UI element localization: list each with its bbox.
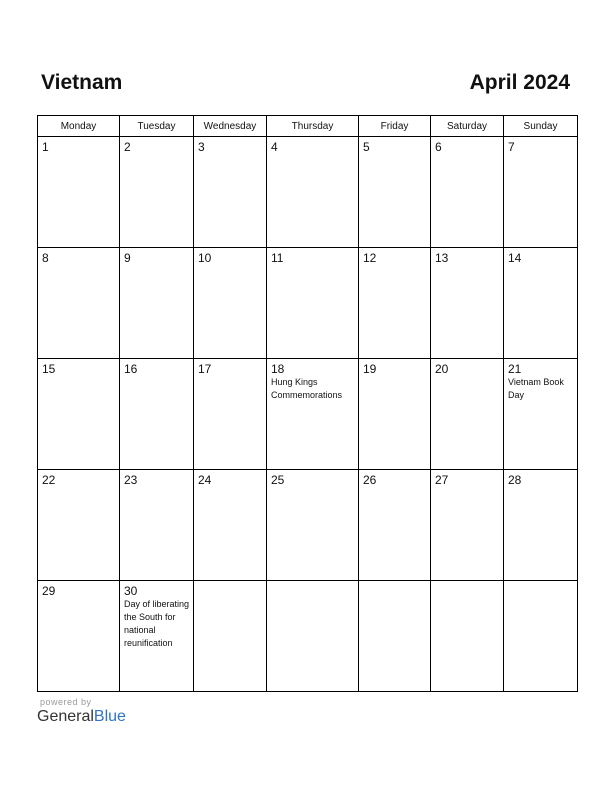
day-cell (431, 581, 504, 692)
day-cell (267, 470, 359, 581)
day-cell (431, 470, 504, 581)
day-number: 26 (363, 473, 377, 487)
day-cell (267, 137, 359, 248)
day-cell (194, 137, 267, 248)
holiday-label: Hung Kings Commemorations (271, 377, 343, 400)
holiday-label: Day of liberating the South for national reunification (124, 599, 190, 648)
day-number (359, 581, 430, 584)
weekday-header: Monday (38, 116, 120, 137)
day-number (431, 581, 503, 584)
month-year-title: April 2024 (469, 71, 570, 94)
day-cell (38, 470, 120, 581)
day-number: 15 (42, 362, 56, 376)
brand-part-general: General (37, 708, 94, 725)
day-number (504, 581, 577, 584)
week-row (38, 137, 578, 248)
weekday-header: Sunday (504, 116, 578, 137)
day-number: 4 (271, 140, 278, 154)
day-number (194, 581, 266, 584)
brand-part-blue: Blue (93, 708, 126, 725)
day-cell (120, 137, 194, 248)
week-row (38, 248, 578, 359)
country-title: Vietnam (41, 71, 123, 94)
day-number: 12 (363, 251, 377, 265)
day-number: 27 (435, 473, 449, 487)
day-number: 8 (42, 251, 49, 265)
day-cell (194, 248, 267, 359)
day-cell (194, 470, 267, 581)
day-cell (267, 581, 359, 692)
day-cell (504, 581, 578, 692)
day-number: 1 (42, 140, 49, 154)
powered-by-label: powered by (40, 697, 92, 707)
day-cell (359, 581, 431, 692)
weekday-header-row (38, 116, 578, 137)
day-cell (431, 137, 504, 248)
day-number: 18 (271, 362, 285, 376)
day-cell (38, 137, 120, 248)
day-cell (267, 248, 359, 359)
day-number: 2 (124, 140, 131, 154)
day-number: 25 (271, 473, 285, 487)
week-row (38, 581, 578, 692)
day-number: 11 (271, 251, 284, 265)
day-cell (359, 137, 431, 248)
day-cell (120, 470, 194, 581)
week-row (38, 359, 578, 470)
day-cell (120, 581, 194, 692)
day-number: 9 (124, 251, 131, 265)
day-cell (359, 248, 431, 359)
day-cell (38, 248, 120, 359)
day-cell (194, 581, 267, 692)
day-cell (359, 470, 431, 581)
calendar-grid (37, 115, 578, 692)
day-number: 19 (363, 362, 377, 376)
day-cell (359, 359, 431, 470)
day-number: 23 (124, 473, 138, 487)
day-cell (120, 248, 194, 359)
day-number: 17 (198, 362, 212, 376)
day-cell (194, 359, 267, 470)
day-cell (431, 248, 504, 359)
day-number (267, 581, 358, 584)
day-number: 7 (508, 140, 515, 154)
day-number: 13 (435, 251, 449, 265)
weekday-header: Thursday (267, 116, 359, 137)
day-number: 3 (198, 140, 205, 154)
day-cell (504, 137, 578, 248)
day-number: 22 (42, 473, 56, 487)
weekday-header: Friday (359, 116, 431, 137)
generalblue-logo[interactable] (37, 708, 126, 726)
day-number: 5 (363, 140, 370, 154)
week-row (38, 470, 578, 581)
day-number: 10 (198, 251, 212, 265)
day-number: 16 (124, 362, 138, 376)
day-number: 30 (124, 584, 138, 598)
day-number: 14 (508, 251, 522, 265)
weekday-header: Tuesday (120, 116, 194, 137)
weekday-header: Wednesday (194, 116, 267, 137)
day-number: 20 (435, 362, 449, 376)
day-number: 24 (198, 473, 212, 487)
day-cell (38, 359, 120, 470)
day-cell (267, 359, 359, 470)
holiday-label: Vietnam Book Day (508, 377, 564, 400)
day-number: 28 (508, 473, 522, 487)
day-cell (504, 359, 578, 470)
day-number: 6 (435, 140, 442, 154)
day-number: 29 (42, 584, 56, 598)
day-cell (38, 581, 120, 692)
day-cell (431, 359, 504, 470)
day-cell (504, 248, 578, 359)
day-cell (120, 359, 194, 470)
day-cell (504, 470, 578, 581)
weekday-header: Saturday (431, 116, 504, 137)
day-number: 21 (508, 362, 522, 376)
